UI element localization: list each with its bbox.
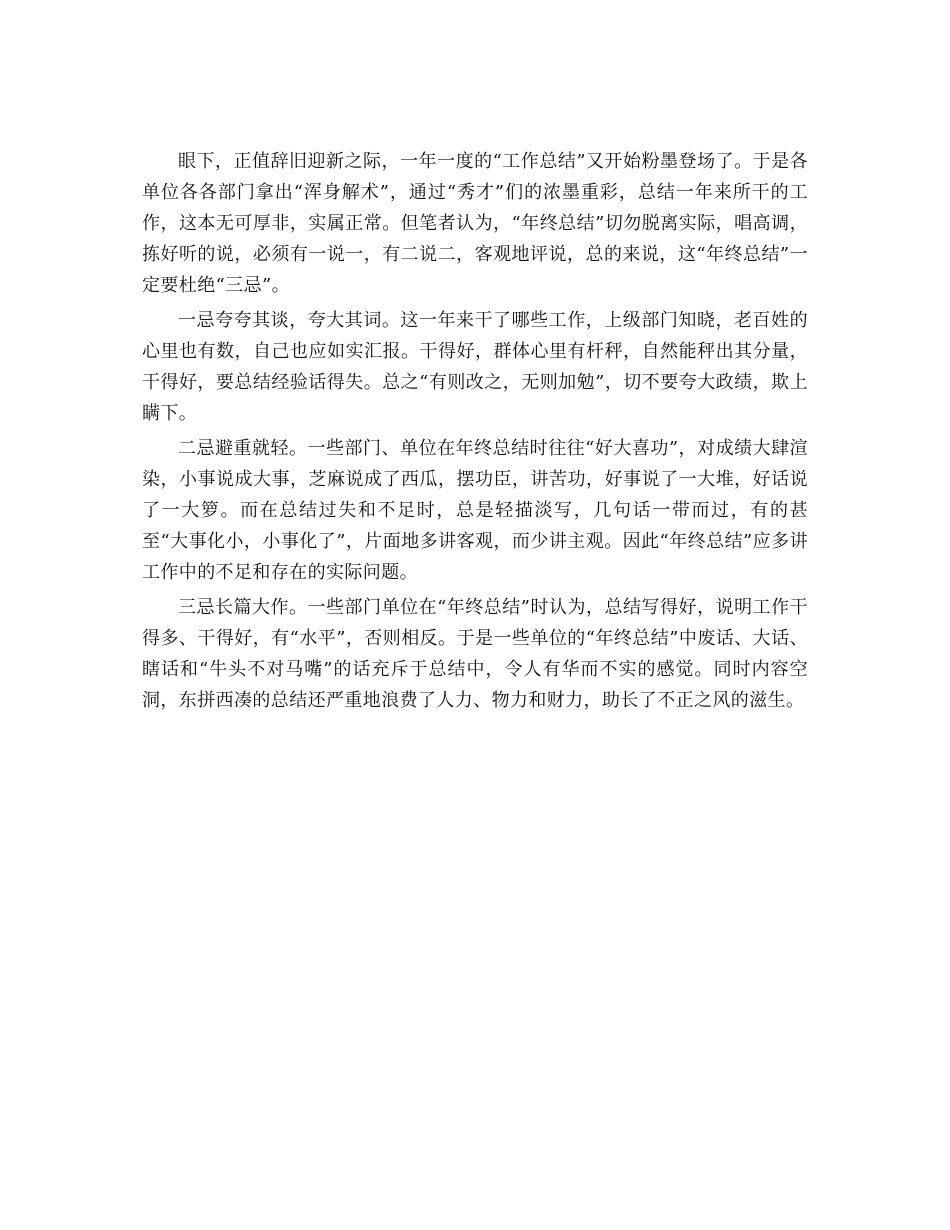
paragraph-third-taboo: 三忌长篇大作。一些部门单位在“年终总结”时认为，总结写得好，说明工作干得多、干得好，有“水平”，否则相反。于是一些单位的“年终总结”中废话、大话、瞎话和“牛头不对马嘴”的话充斥于总结中，令人有华而不实的感觉。同时内容空洞，东拼西凑的总结还严重地浪费了人力、物力和财力，助长了不正之风的滋生。 xyxy=(142,597,808,711)
paragraph-second-taboo: 二忌避重就轻。一些部门、单位在年终总结时往往“好大喜功”，对成绩大肆渲染，小事说成大事，芝麻说成了西瓜，摆功臣，讲苦功，好事说了一大堆，好话说了一大箩。而在总结过失和不足时，总是轻描淡写，几句话一带而过，有的甚至“大事化小，小事化了”，片面地多讲客观，而少讲主观。因此“年终总结”应多讲工作中的不足和存在的实际问题。 xyxy=(142,438,808,583)
paragraph-intro: 眼下，正值辞旧迎新之际，一年一度的“工作总结”又开始粉墨登场了。于是各单位各各部门拿出“浑身解术”，通过“秀才”们的浓墨重彩，总结一年来所干的工作，这本无可厚非，实属正常。但笔者认为，“年终总结”切勿脱离实际，唱高调，拣好听的说，必须有一说一，有二说二，客观地评说，总的来说，这“年终总结”一定要杜绝“三忌”。 xyxy=(142,151,808,296)
paragraph-first-taboo: 一忌夸夸其谈，夸大其词。这一年来干了哪些工作，上级部门知晓，老百姓的心里也有数，自己也应如实汇报。干得好，群体心里有杆秤，自然能秤出其分量，干得好，要总结经验话得失。总之“有则改之，无则加勉”，切不要夸大政绩，欺上瞒下。 xyxy=(142,310,808,424)
document-body xyxy=(142,146,808,720)
